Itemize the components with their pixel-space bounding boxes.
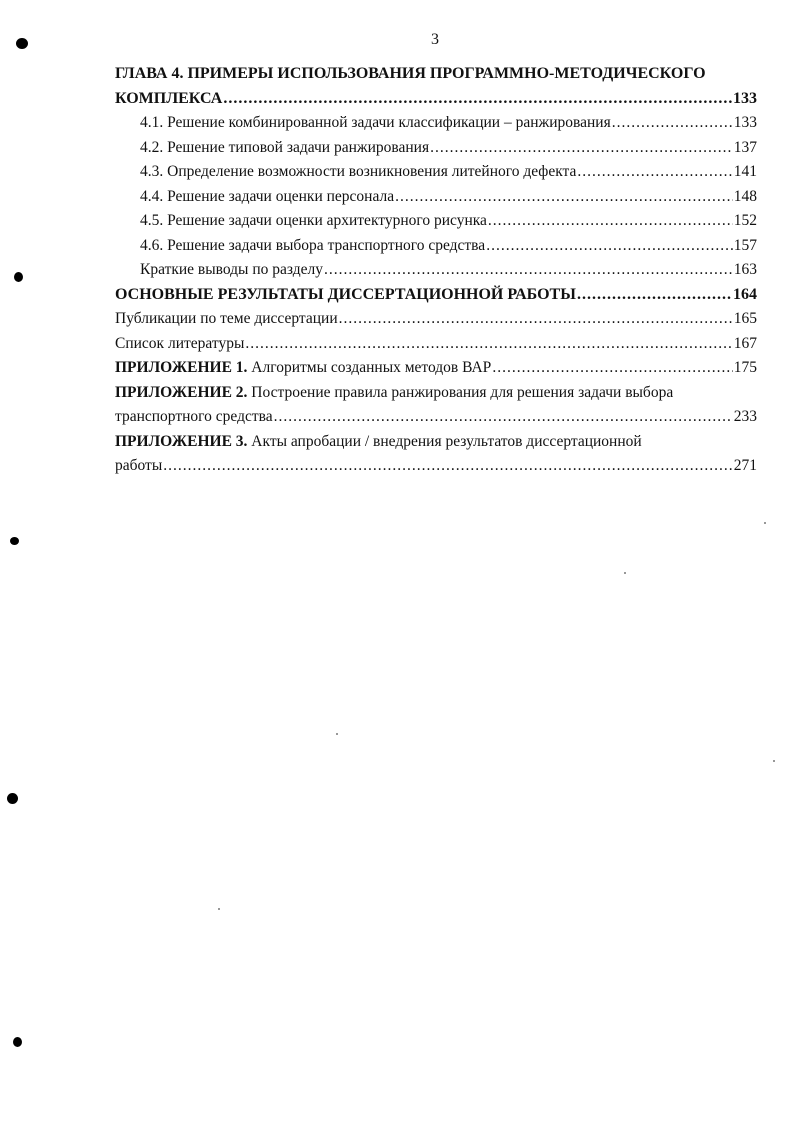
binder-hole-mark: [13, 1037, 22, 1047]
leader-dots: [486, 234, 733, 259]
toc-page: 157: [733, 236, 757, 254]
toc-entry-publications[interactable]: [115, 307, 757, 332]
toc-text: 4.1. Решение комбинированной задачи классификации – ранжирования: [140, 114, 611, 131]
toc-page: 165: [733, 310, 757, 327]
toc-entry-4-5[interactable]: [115, 209, 757, 234]
toc-page: 164: [733, 285, 757, 303]
toc-text: Акты апробации / внедрения результатов диссертационной: [251, 432, 642, 450]
toc-page: 175: [733, 359, 757, 376]
toc-text: Краткие выводы по разделу: [140, 261, 323, 278]
toc-text: Построение правила ранжирования для решения задачи выбора: [251, 383, 674, 401]
toc-entry-appendix-1[interactable]: [115, 356, 757, 381]
toc-entry-references[interactable]: [115, 332, 757, 357]
binder-hole-mark: [16, 38, 28, 49]
toc-page: 133: [733, 89, 757, 107]
toc-page: 148: [733, 187, 757, 205]
toc-text: транспортного средства: [115, 408, 273, 425]
toc-entry-appendix-2-title: [115, 381, 757, 406]
leader-dots: [324, 258, 733, 283]
toc-text: 4.3. Определение возможности возникновения литейного дефекта: [140, 163, 577, 180]
leader-dots: [612, 111, 733, 136]
page-number: 3: [431, 31, 439, 48]
leader-dots: [339, 307, 733, 332]
appendix-label: ПРИЛОЖЕНИЕ 3.: [115, 432, 248, 450]
toc-text: 4.2. Решение типовой задачи ранжирования: [140, 138, 430, 156]
binder-hole-mark: [14, 272, 23, 282]
appendix-label: ПРИЛОЖЕНИЕ 2.: [115, 383, 248, 401]
leader-dots: [492, 356, 732, 381]
toc-page: 133: [733, 114, 757, 131]
toc-entry-4-3[interactable]: [115, 160, 757, 185]
toc-text: 4.5. Решение задачи оценки архитектурного рисунка: [140, 212, 487, 229]
scan-speck: [218, 908, 220, 910]
leader-dots: [577, 160, 732, 185]
toc-page: 167: [733, 334, 757, 352]
toc-entry-4-4[interactable]: [115, 185, 757, 210]
toc-entry-main-results[interactable]: [115, 283, 757, 308]
leader-dots: [395, 185, 733, 210]
table-of-contents: [115, 62, 757, 479]
toc-page: 137: [733, 138, 757, 156]
toc-text: ОСНОВНЫЕ РЕЗУЛЬТАТЫ ДИССЕРТАЦИОННОЙ РАБОТЫ: [115, 285, 576, 303]
scan-speck: [336, 733, 338, 735]
toc-text: ГЛАВА 4. ПРИМЕРЫ ИСПОЛЬЗОВАНИЯ ПРОГРАММНО-МЕТОДИЧЕСКОГО: [115, 65, 706, 82]
toc-entry-summary[interactable]: [115, 258, 757, 283]
toc-entry-chapter4[interactable]: [115, 87, 757, 112]
toc-page: 271: [733, 457, 757, 474]
toc-entry-appendix-3-title: [115, 430, 757, 455]
scan-speck: [624, 572, 626, 574]
toc-entry-4-2[interactable]: [115, 136, 757, 161]
leader-dots: [245, 332, 732, 357]
scan-speck: [773, 760, 775, 762]
toc-text: Список литературы: [115, 334, 245, 352]
leader-dots: [274, 405, 733, 430]
binder-hole-mark: [7, 793, 18, 804]
leader-dots: [430, 136, 733, 161]
appendix-label: ПРИЛОЖЕНИЕ 1.: [115, 359, 248, 376]
toc-text: работы: [115, 457, 163, 474]
leader-dots: [163, 454, 733, 479]
toc-text: Алгоритмы созданных методов ВАР: [251, 359, 492, 376]
toc-page: 141: [733, 163, 757, 180]
toc-text: 4.4. Решение задачи оценки персонала: [140, 187, 395, 205]
binder-hole-mark: [10, 537, 19, 545]
toc-page: 163: [733, 261, 757, 278]
leader-dots: [577, 283, 732, 308]
toc-page: 152: [733, 212, 757, 229]
toc-entry-4-1[interactable]: [115, 111, 757, 136]
toc-page: 233: [733, 408, 757, 425]
toc-line-chapter4-title: [115, 62, 757, 87]
leader-dots: [488, 209, 733, 234]
toc-entry-appendix-2[interactable]: [115, 405, 757, 430]
toc-entry-appendix-3[interactable]: [115, 454, 757, 479]
toc-text: 4.6. Решение задачи выбора транспортного средства: [140, 236, 486, 254]
scan-speck: [764, 522, 766, 524]
toc-entry-4-6[interactable]: [115, 234, 757, 259]
leader-dots: [223, 87, 732, 112]
toc-text: КОМПЛЕКСА: [115, 89, 223, 107]
toc-text: Публикации по теме диссертации: [115, 310, 338, 327]
